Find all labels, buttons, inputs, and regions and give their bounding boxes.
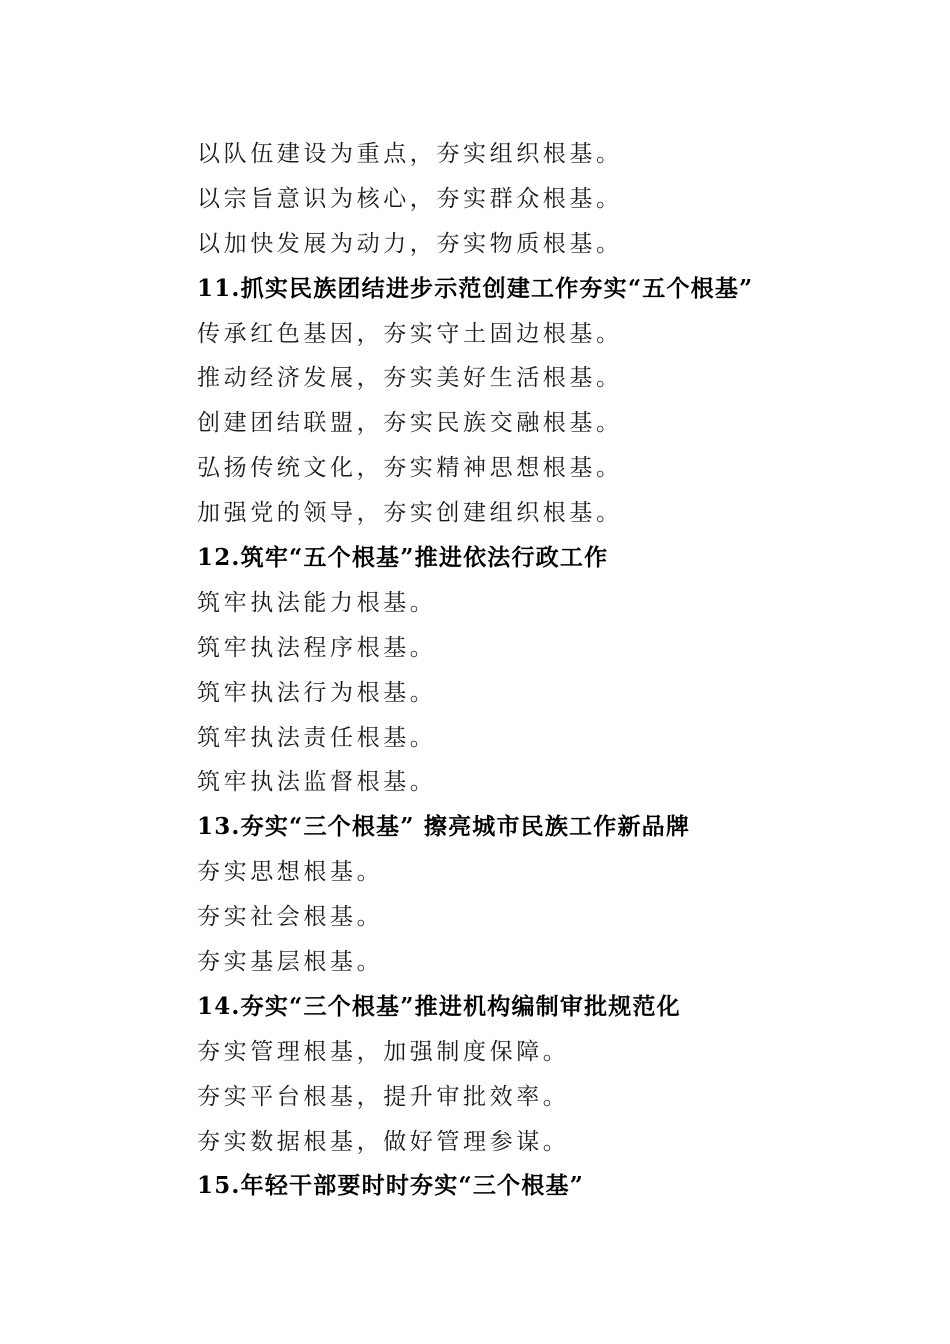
- body-text-line: 筑牢执法责任根基。: [197, 724, 437, 751]
- body-text-line: 以队伍建设为重点，夯实组织根基。: [197, 141, 623, 167]
- body-text-line: 以加快发展为动力，夯实物质根基。: [197, 230, 623, 257]
- body-text-line: 夯实思想根基。: [197, 859, 384, 886]
- body-text-line: 夯实社会根基。: [197, 904, 384, 931]
- body-text-line: 弘扬传统文化，夯实精神思想根基。: [197, 455, 623, 482]
- section-heading-12: 12.筑牢“五个根基”推进依法行政工作: [197, 544, 609, 572]
- body-text-line: 夯实基层根基。: [197, 949, 384, 976]
- body-text-line: 筑牢执法程序根基。: [197, 634, 437, 661]
- body-text-line: 推动经济发展，夯实美好生活根基。: [197, 365, 623, 392]
- body-text-line: 加强党的领导，夯实创建组织根基。: [197, 500, 623, 527]
- document-page: [197, 132, 837, 1209]
- section-heading-11: 11.抓实民族团结进步示范创建工作夯实“五个根基”: [197, 274, 754, 302]
- section-heading-15: 15.年轻干部要时时夯实“三个根基”: [197, 1172, 585, 1200]
- body-text-line: 夯实数据根基，做好管理参谋。: [197, 1128, 570, 1155]
- body-text-line: 夯实管理根基，加强制度保障。: [197, 1038, 570, 1065]
- body-text-line: 传承红色基因，夯实守土固边根基。: [197, 320, 623, 347]
- body-text-line: 筑牢执法监督根基。: [197, 769, 437, 796]
- body-text-line: 以宗旨意识为核心，夯实群众根基。: [197, 185, 623, 212]
- body-text-line: 筑牢执法行为根基。: [197, 679, 437, 706]
- body-text-line: 筑牢执法能力根基。: [197, 589, 437, 616]
- section-heading-14: 14.夯实“三个根基”推进机构编制审批规范化: [197, 992, 681, 1020]
- body-text-line: 创建团结联盟，夯实民族交融根基。: [197, 410, 623, 437]
- section-heading-13: 13.夯实“三个根基” 擦亮城市民族工作新品牌: [197, 813, 691, 841]
- body-text-line: 夯实平台根基，提升审批效率。: [197, 1083, 570, 1110]
